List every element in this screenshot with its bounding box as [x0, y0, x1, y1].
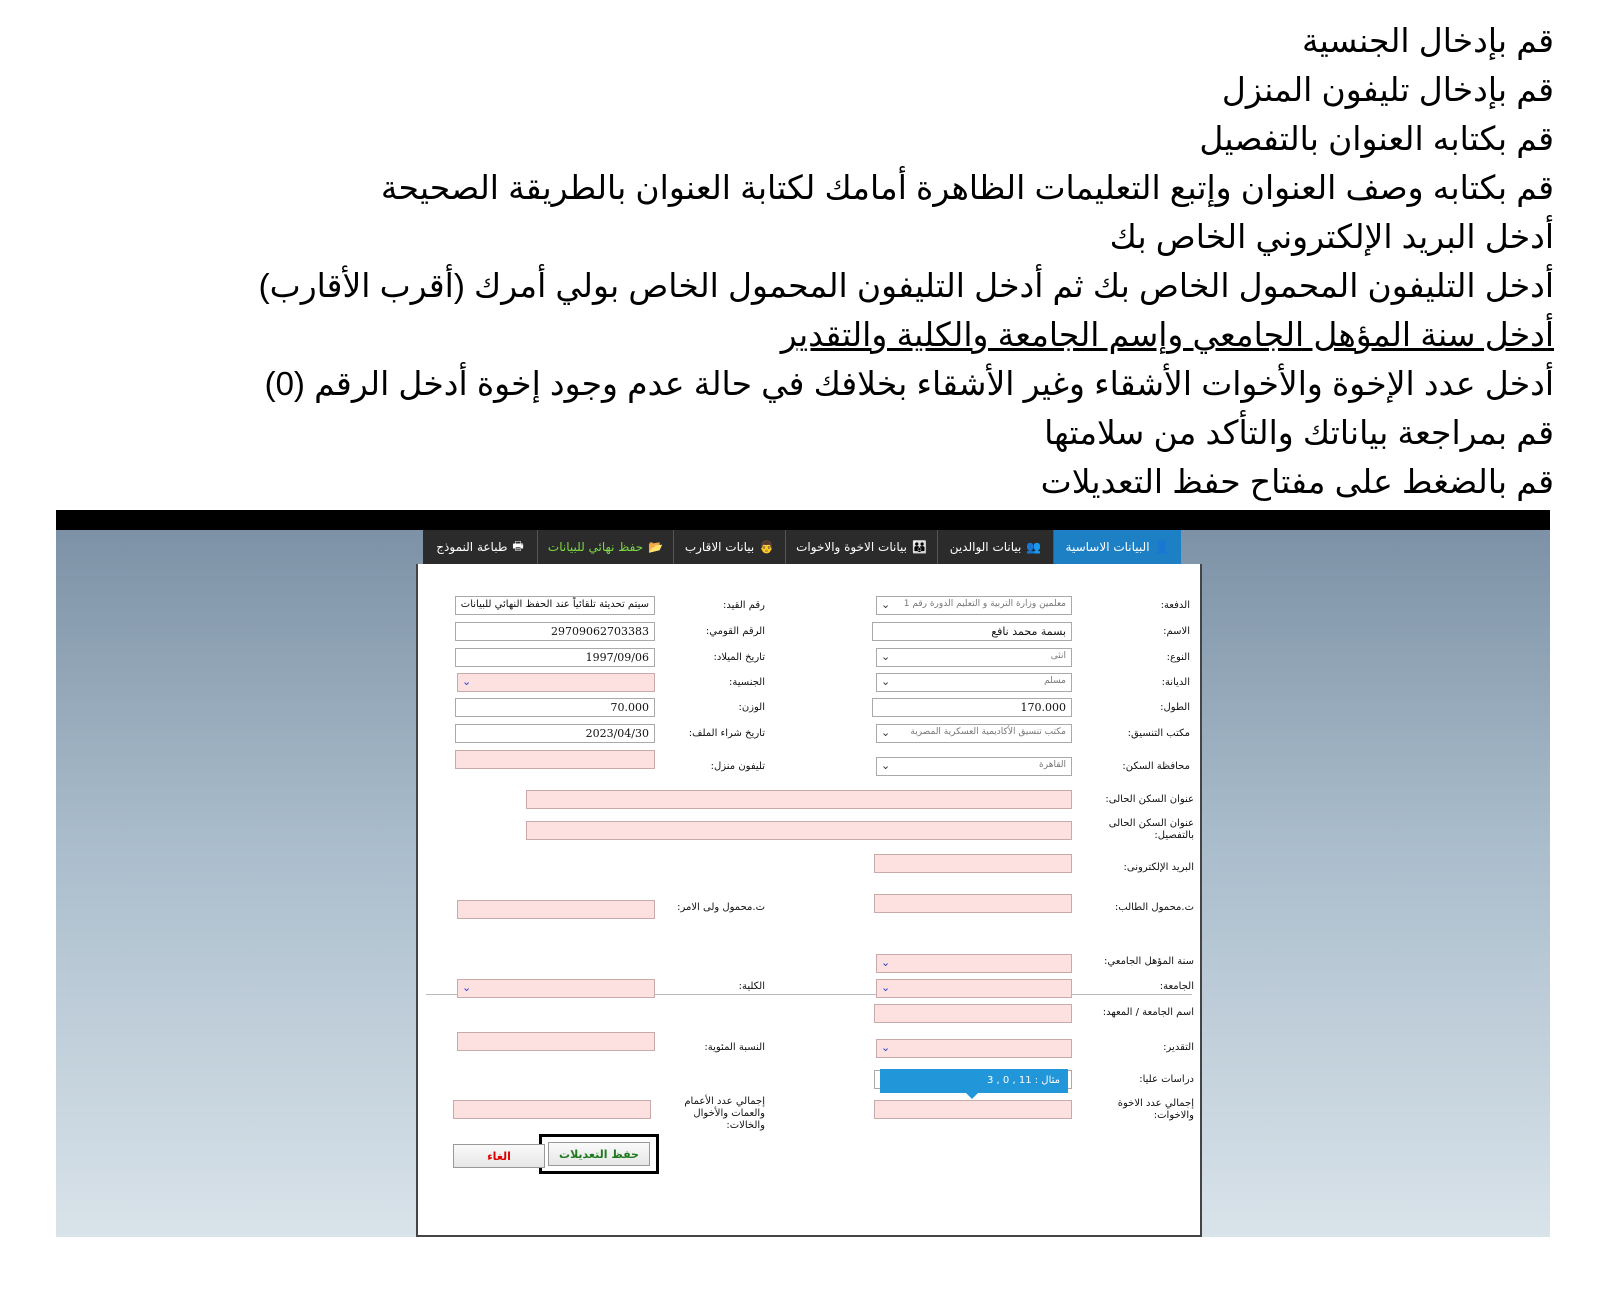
tab-basic-data[interactable]: 👤 البيانات الاساسية: [1053, 530, 1181, 564]
top-black-bar: [56, 510, 1550, 530]
chevron-down-icon: ⌄: [881, 650, 891, 663]
family-icon: 👨: [759, 540, 775, 554]
form-panel: [416, 564, 1202, 1237]
reg-no-field[interactable]: سيتم تحديثة تلقائياً عند الحفظ النهائي للبيانات: [455, 596, 655, 615]
instruction-7: أدخل سنة المؤهل الجامعي وإسم الجامعة والكلية والتقدير: [780, 316, 1554, 353]
chevron-down-icon: ⌄: [462, 981, 472, 994]
uncles-total-label: إجمالي عدد الأعمام والعمات والأخوال والخالات:: [684, 1096, 765, 1131]
instruction-9: قم بمراجعة بياناتك والتأكد من سلامتها: [1044, 414, 1554, 451]
reg-no-label: رقم القيد:: [723, 600, 765, 611]
address-detail-label: عنوان السكن الحالى بالتفصيل:: [1108, 818, 1194, 841]
height-field[interactable]: 170.000: [872, 698, 1072, 717]
grade-label: التقدير:: [1163, 1042, 1194, 1053]
name-label: الاسم:: [1163, 626, 1190, 637]
address-field[interactable]: [526, 790, 1072, 809]
chevron-down-icon: ⌄: [881, 1041, 891, 1054]
guardian-mobile-field[interactable]: [457, 900, 655, 919]
grade-select[interactable]: [876, 1039, 1072, 1058]
tab-relatives-data[interactable]: 👨 بيانات الاقارب: [673, 530, 785, 564]
instruction-10: قم بالضغط على مفتاح حفظ التعديلات: [1040, 463, 1554, 500]
birth-date-field[interactable]: 1997/09/06: [455, 648, 655, 667]
instruction-6: أدخل التليفون المحمول الخاص بك ثم أدخل التليفون المحمول الخاص بولي أمرك (أقرب الأقارب): [258, 267, 1554, 304]
grad-year-select[interactable]: [876, 954, 1072, 973]
governorate-select[interactable]: القاهرة ⌄: [876, 757, 1072, 776]
height-label: الطول:: [1160, 702, 1190, 713]
instruction-8: أدخل عدد الإخوة والأخوات الأشقاء وغير الأشقاء بخلافك في حالة عدم وجود إخوة أدخل الرقم (0): [264, 365, 1554, 402]
save-changes-button[interactable]: حفظ التعديلات: [548, 1142, 650, 1166]
address-label: عنوان السكن الحالى:: [1105, 794, 1194, 805]
purchase-date-label: تاريخ شراء الملف:: [688, 728, 765, 739]
email-label: البريد الإلكترونى:: [1123, 862, 1194, 873]
chevron-down-icon: ⌄: [881, 981, 891, 994]
chevron-down-icon: ⌄: [881, 675, 891, 688]
tab-parents-data[interactable]: 👥 بيانات الوالدين: [937, 530, 1053, 564]
guardian-mobile-label: ت.محمول ولى الامر:: [677, 902, 765, 913]
university-select[interactable]: [876, 979, 1072, 998]
instruction-5: أدخل البريد الإلكتروني الخاص بك: [1109, 218, 1554, 255]
form-screenshot: [56, 510, 1550, 1237]
nationality-select[interactable]: [457, 673, 655, 692]
instructions-list: [154, 16, 1554, 506]
instruction-4: قم بكتابه وصف العنوان وإتبع التعليمات الظاهرة أمامك لكتابة العنوان بالطريقة الصحيحة: [380, 169, 1554, 206]
tab-bar: [423, 530, 1181, 564]
weight-field[interactable]: 70.000: [455, 698, 655, 717]
chevron-down-icon: ⌄: [462, 675, 472, 688]
purchase-date-field[interactable]: 2023/04/30: [455, 724, 655, 743]
gender-select[interactable]: انثى ⌄: [876, 648, 1072, 667]
weight-label: الوزن:: [738, 702, 765, 713]
university-label: الجامعة:: [1159, 981, 1194, 992]
percent-label: النسبة المئوية:: [704, 1042, 765, 1053]
uni-name-label: اسم الجامعة / المعهد:: [1102, 1007, 1194, 1018]
chevron-down-icon: ⌄: [881, 726, 891, 739]
address-detail-field[interactable]: [526, 821, 1072, 840]
birth-date-label: تاريخ الميلاد:: [713, 652, 765, 663]
student-mobile-field[interactable]: [874, 894, 1072, 913]
group-icon: 👪: [911, 540, 927, 554]
batch-select[interactable]: معلمين وزارة التربية و التعليم الدورة رقم 1 ⌄: [876, 596, 1072, 615]
instruction-3: قم بكتابه العنوان بالتفصيل: [1199, 120, 1554, 157]
office-select[interactable]: مكتب تنسيق الأكاديمية العسكرية المصرية ⌄: [876, 724, 1072, 743]
tab-siblings-data[interactable]: 👪 بيانات الاخوة والاخوات: [785, 530, 937, 564]
gender-label: النوع:: [1166, 652, 1190, 663]
percent-field[interactable]: [457, 1032, 655, 1051]
chevron-down-icon: ⌄: [881, 956, 891, 969]
user-icon: 👤: [1154, 540, 1170, 554]
home-phone-field[interactable]: [455, 750, 655, 769]
instruction-1: قم بإدخال الجنسية: [1301, 22, 1554, 59]
office-label: مكتب التنسيق:: [1127, 728, 1190, 739]
folder-icon: 📂: [648, 540, 664, 554]
printer-icon: 🖶: [512, 538, 524, 553]
name-field[interactable]: بسمة محمد نافع: [872, 622, 1072, 641]
people-icon: 👥: [1026, 540, 1042, 554]
cancel-button[interactable]: الغاء: [453, 1144, 545, 1168]
postgrad-label: دراسات عليا:: [1139, 1074, 1194, 1085]
uni-name-field[interactable]: [874, 1004, 1072, 1023]
grad-year-label: سنة المؤهل الجامعي:: [1104, 956, 1194, 967]
governorate-label: محافظة السكن:: [1122, 761, 1190, 772]
national-id-field[interactable]: 29709062703383: [455, 622, 655, 641]
email-field[interactable]: [874, 854, 1072, 873]
nationality-label: الجنسية:: [729, 677, 765, 688]
tab-print-form[interactable]: 🖶 طباعة النموذج: [423, 530, 537, 564]
postgrad-tooltip: مثال : 11 , 0 , 3: [880, 1069, 1068, 1093]
home-phone-label: تليفون منزل:: [710, 761, 765, 772]
religion-label: الديانة:: [1161, 677, 1190, 688]
instruction-2: قم بإدخال تليفون المنزل: [1221, 71, 1554, 108]
uncles-total-field[interactable]: [453, 1100, 651, 1119]
religion-select[interactable]: مسلم ⌄: [876, 673, 1072, 692]
tab-final-save[interactable]: 📂 حفظ نهائي للبيانات: [537, 530, 673, 564]
chevron-down-icon: ⌄: [881, 759, 891, 772]
siblings-total-label: إجمالي عدد الاخوة والاخوات:: [1117, 1098, 1194, 1121]
national-id-label: الرقم القومي:: [705, 626, 765, 637]
student-mobile-label: ت.محمول الطالب:: [1114, 902, 1194, 913]
faculty-select[interactable]: [457, 979, 655, 998]
faculty-label: الكلية:: [738, 981, 765, 992]
chevron-down-icon: ⌄: [881, 598, 891, 611]
siblings-total-field[interactable]: [874, 1100, 1072, 1119]
batch-label: الدفعة:: [1160, 600, 1190, 611]
